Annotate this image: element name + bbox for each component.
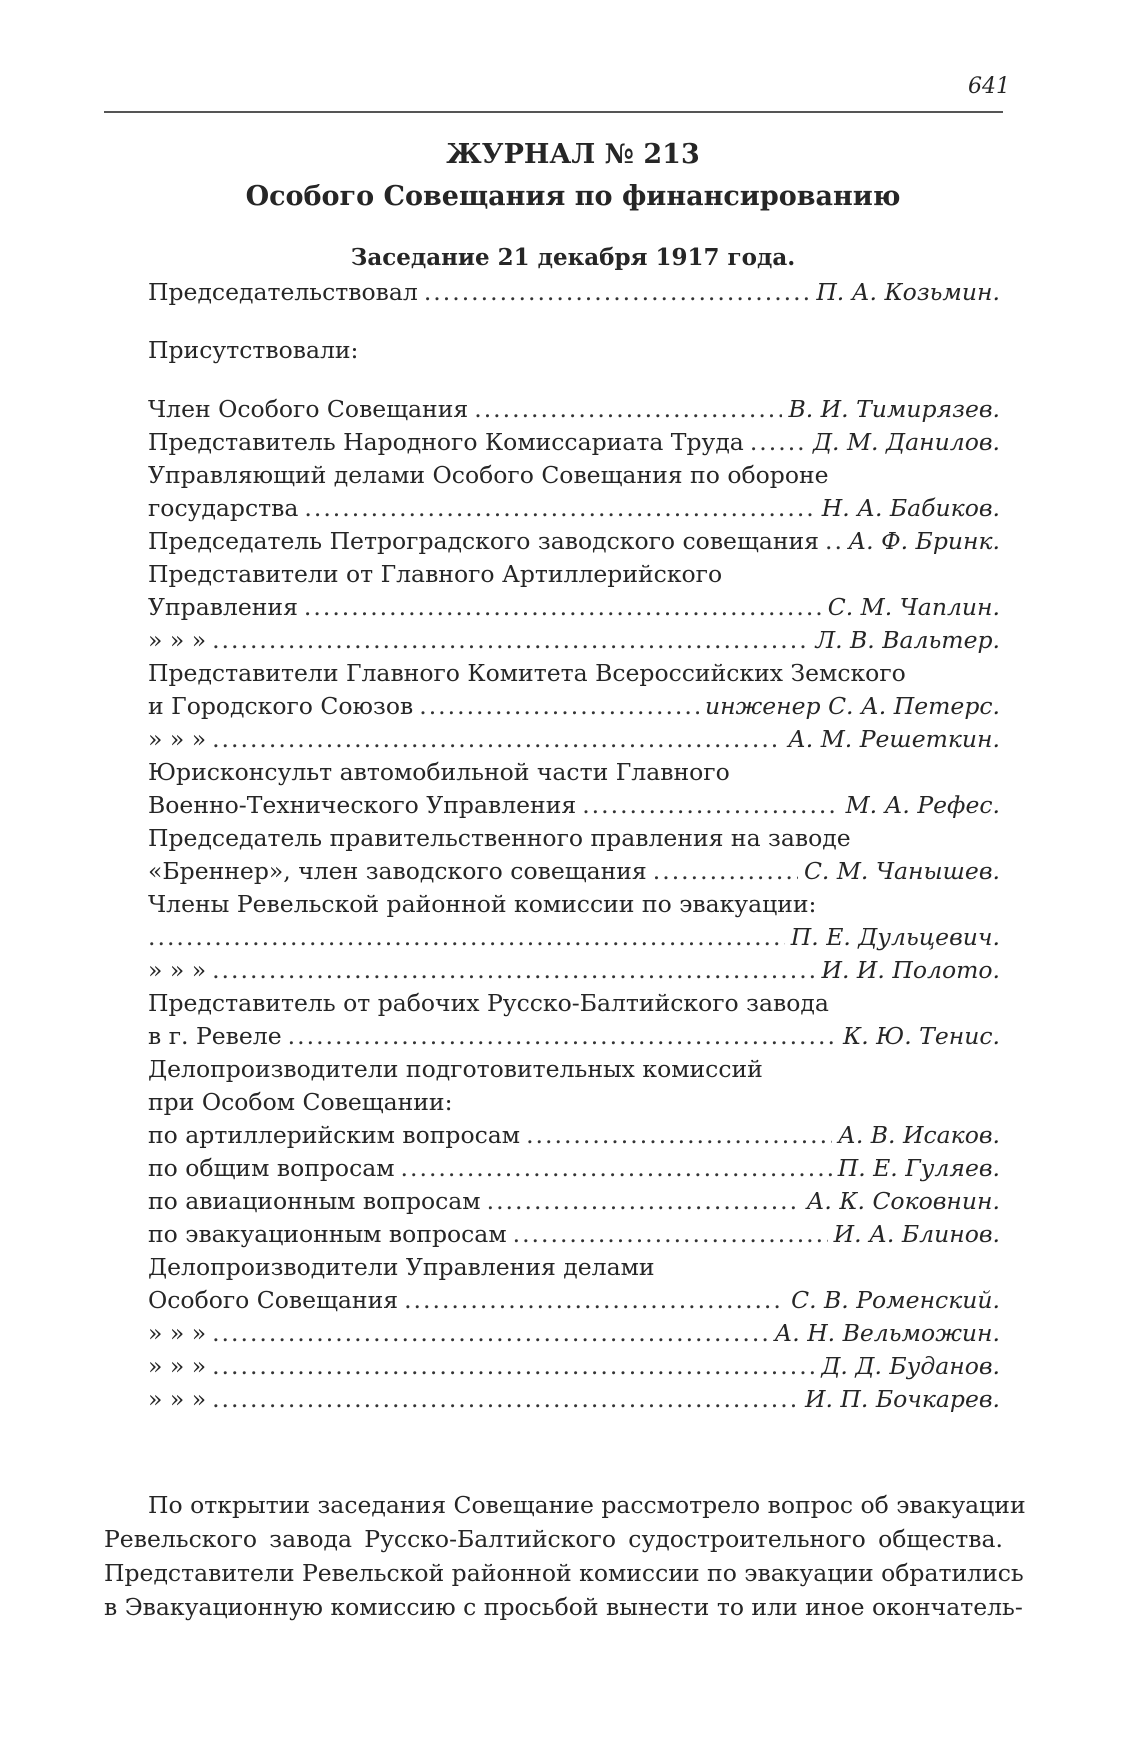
attendee-name: П. Е. Дульцевич. <box>790 923 1000 951</box>
leader-dots <box>419 690 699 723</box>
attendee-name: А. В. Исаков. <box>838 1121 1000 1149</box>
leader-dots <box>288 1020 837 1053</box>
attendee-name: Д. Д. Буданов. <box>821 1352 1000 1380</box>
attendee-role: » » » <box>148 725 207 753</box>
body-line: в Эвакуационную комиссию с просьбой вынести то или иное окончатель- <box>104 1593 1023 1621</box>
leader-dots <box>526 1119 832 1152</box>
attendee-row <box>148 657 1000 690</box>
body-text <box>104 1488 1026 1624</box>
body-line: Представители Ревельской районной комиссии по эвакуации обратились <box>104 1559 1024 1587</box>
title-line-2: Особого Совещания по финансированию <box>245 181 901 212</box>
attendee-row <box>148 1218 1000 1251</box>
attendee-row <box>148 426 1000 459</box>
chair-block <box>148 276 1000 309</box>
attendee-row <box>148 1350 1000 1383</box>
attendee-name: К. Ю. Тенис. <box>843 1022 1000 1050</box>
attendee-name: И. И. Полото. <box>821 956 1000 984</box>
attendee-row <box>148 1317 1000 1350</box>
attendee-row <box>148 723 1000 756</box>
attendee-role: и Городского Союзов <box>148 692 414 720</box>
attendee-name: М. А. Рефес. <box>845 791 1000 819</box>
attendee-row <box>148 1020 1000 1053</box>
attendee-role: » » » <box>148 956 207 984</box>
attendee-role: по общим вопросам <box>148 1154 395 1182</box>
attendee-row <box>148 888 1000 921</box>
attendee-row <box>148 1053 1000 1086</box>
leader-dots <box>212 723 782 756</box>
attendee-role: по артиллерийским вопросам <box>148 1121 521 1149</box>
leader-dots <box>304 492 815 525</box>
attendee-row <box>148 1152 1000 1185</box>
chair-label: Председательствовал <box>148 278 418 306</box>
attendee-row <box>148 459 1000 492</box>
body-line: По открытии заседания Совещание рассмотрело вопрос об эвакуации <box>148 1491 1026 1519</box>
attendee-row <box>148 822 1000 855</box>
attendee-name: Л. В. Вальтер. <box>815 626 1000 654</box>
attendee-name: С. М. Чаплин. <box>827 593 1000 621</box>
journal-title <box>0 134 1146 218</box>
header-rule <box>104 111 1003 113</box>
leader-dots <box>513 1218 828 1251</box>
attendee-name: И. А. Блинов. <box>833 1220 1000 1248</box>
leader-dots <box>212 1350 815 1383</box>
attendee-row <box>148 1086 1000 1119</box>
attendee-role: Член Особого Совещания <box>148 395 469 423</box>
attendee-role: Военно-Технического Управления <box>148 791 577 819</box>
leader-dots <box>212 1383 799 1416</box>
attendee-row <box>148 789 1000 822</box>
leader-dots <box>474 393 782 426</box>
attendee-role: Делопроизводители Управления делами <box>148 1253 655 1281</box>
leader-dots <box>582 789 839 822</box>
chair-name: П. А. Козьмин. <box>816 278 1000 306</box>
attendee-role: Члены Ревельской районной комиссии по эвакуации: <box>148 890 817 918</box>
attendee-row <box>148 855 1000 888</box>
attendee-name: Д. М. Данилов. <box>812 428 1000 456</box>
page-number: 641 <box>968 74 1010 99</box>
present-heading <box>148 334 1000 367</box>
attendee-role: Представитель от рабочих Русско-Балтийского завода <box>148 989 829 1017</box>
attendee-role: » » » <box>148 1319 207 1347</box>
attendee-role: государства <box>148 494 299 522</box>
body-line: Ревельского завода Русско-Балтийского судостроительного общества. <box>104 1525 1003 1553</box>
leader-dots <box>212 954 815 987</box>
attendee-name: инженер С. А. Петерс. <box>704 692 1000 720</box>
attendee-role: » » » <box>148 1385 207 1413</box>
attendee-role: Председатель Петроградского заводского совещания <box>148 527 819 555</box>
leader-dots <box>487 1185 801 1218</box>
attendee-row <box>148 921 1000 954</box>
attendee-role: Представители от Главного Артиллерийского <box>148 560 723 588</box>
attendee-role: Делопроизводители подготовительных комиссий <box>148 1055 763 1083</box>
attendee-role: Представители Главного Комитета Всероссийских Земского <box>148 659 906 687</box>
attendee-row <box>148 954 1000 987</box>
attendee-row <box>148 624 1000 657</box>
session-date: Заседание 21 декабря 1917 года. <box>350 244 796 271</box>
attendee-name: В. И. Тимирязев. <box>788 395 1000 423</box>
attendee-role: Управления <box>148 593 298 621</box>
leader-dots <box>653 855 798 888</box>
attendee-row <box>148 492 1000 525</box>
leader-dots <box>750 426 807 459</box>
attendee-role: » » » <box>148 626 207 654</box>
attendee-role: при Особом Совещании: <box>148 1088 453 1116</box>
attendee-row <box>148 756 1000 789</box>
title-line-1: ЖУРНАЛ № 213 <box>446 139 700 170</box>
leader-dots <box>404 1284 785 1317</box>
present-heading-text: Присутствовали: <box>148 336 359 364</box>
leader-dots <box>212 1317 768 1350</box>
attendee-role: в г. Ревеле <box>148 1022 282 1050</box>
attendee-name: С. В. Роменский. <box>791 1286 1000 1314</box>
attendee-role: по авиационным вопросам <box>148 1187 481 1215</box>
attendee-role: «Бреннер», член заводского совещания <box>148 857 647 885</box>
attendee-role: » » » <box>148 1352 207 1380</box>
attendee-role: по эвакуационным вопросам <box>148 1220 507 1248</box>
attendee-role: Особого Совещания <box>148 1286 399 1314</box>
attendee-row <box>148 987 1000 1020</box>
attendee-row <box>148 1284 1000 1317</box>
leader-dots <box>148 921 785 954</box>
present-heading-block <box>148 334 1000 367</box>
attendee-row <box>148 1185 1000 1218</box>
attendee-role: Управляющий делами Особого Совещания по обороне <box>148 461 829 489</box>
leader-dots <box>825 525 842 558</box>
chair-row <box>148 276 1000 309</box>
attendee-name: П. Е. Гуляев. <box>837 1154 1000 1182</box>
attendee-list <box>148 393 1000 1416</box>
attendee-name: А. К. Соковнин. <box>806 1187 1000 1215</box>
leader-dots <box>424 276 811 309</box>
attendee-name: А. Ф. Бринк. <box>848 527 1000 555</box>
attendee-row <box>148 591 1000 624</box>
attendee-row <box>148 393 1000 426</box>
attendee-row <box>148 558 1000 591</box>
leader-dots <box>401 1152 832 1185</box>
leader-dots <box>212 624 809 657</box>
attendee-role: Юрисконсульт автомобильной части Главного <box>148 758 730 786</box>
attendee-row <box>148 1383 1000 1416</box>
attendee-row <box>148 1251 1000 1284</box>
attendee-name: И. П. Бочкарев. <box>804 1385 1000 1413</box>
attendee-role: Представитель Народного Комиссариата Труда <box>148 428 744 456</box>
attendee-row <box>148 690 1000 723</box>
attendee-row <box>148 1119 1000 1152</box>
attendee-name: Н. А. Бабиков. <box>821 494 1000 522</box>
attendee-role: Председатель правительственного правления на заводе <box>148 824 851 852</box>
attendee-name: А. Н. Вельможин. <box>774 1319 1000 1347</box>
leader-dots <box>304 591 822 624</box>
attendee-row <box>148 525 1000 558</box>
attendee-name: С. М. Чанышев. <box>803 857 1000 885</box>
attendee-name: А. М. Решеткин. <box>787 725 1000 753</box>
